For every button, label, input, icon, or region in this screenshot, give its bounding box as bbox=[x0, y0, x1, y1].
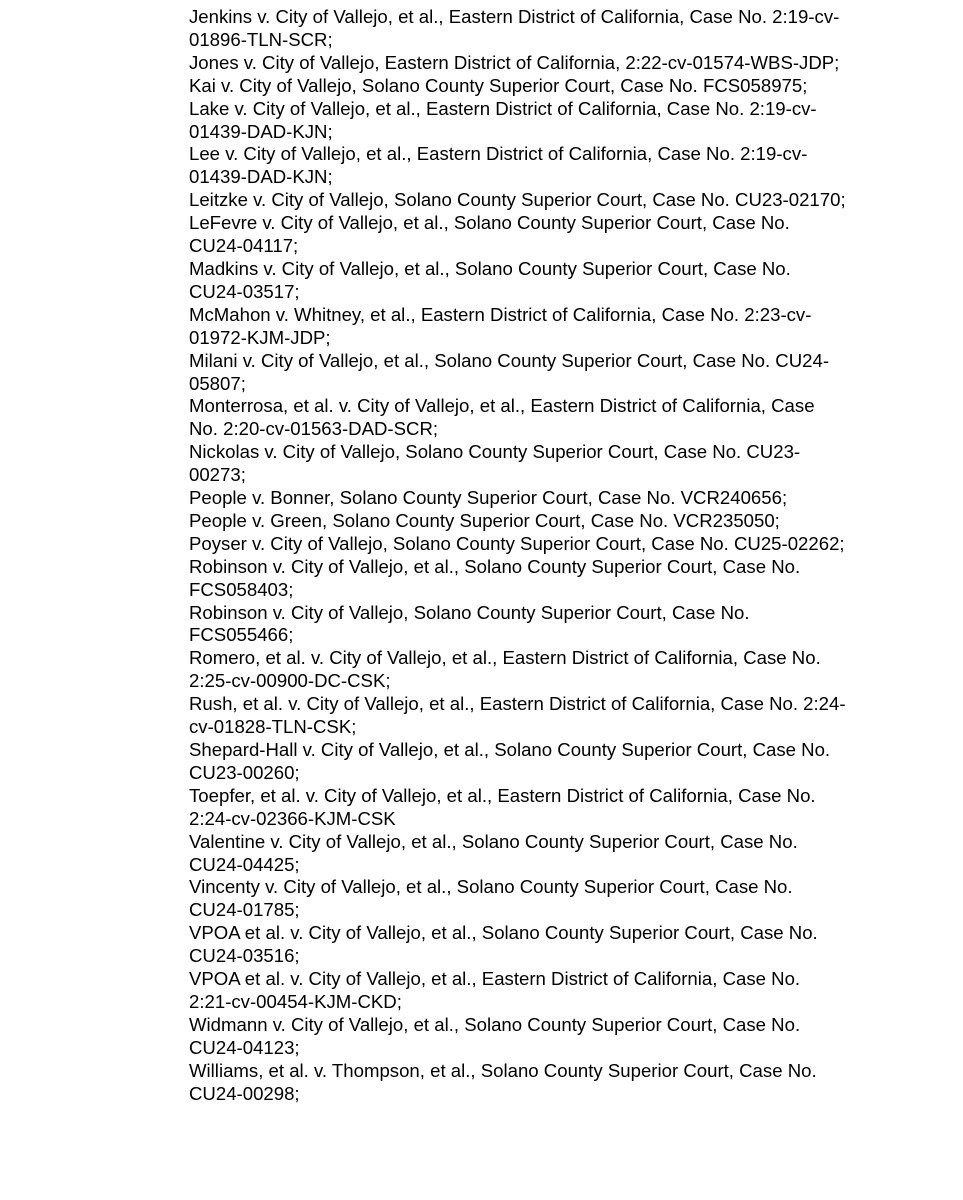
case-line: Nickolas v. City of Vallejo, Solano County Superior Court, Case No. CU23- bbox=[189, 441, 801, 463]
case-line: 2:25-cv-00900-DC-CSK; bbox=[189, 670, 391, 692]
case-line: cv-01828-TLN-CSK; bbox=[189, 716, 357, 738]
case-line: McMahon v. Whitney, et al., Eastern District of California, Case No. 2:23-cv- bbox=[189, 303, 812, 325]
case-line: Rush, et al. v. City of Vallejo, et al., Eastern District of California, Case No. 2:24- bbox=[189, 693, 846, 715]
case-line: Lee v. City of Vallejo, et al., Eastern District of California, Case No. 2:19-cv- bbox=[189, 143, 808, 165]
case-line: Romero, et al. v. City of Vallejo, et al., Eastern District of California, Case No. bbox=[189, 647, 821, 669]
case-line: Widmann v. City of Vallejo, et al., Solano County Superior Court, Case No. bbox=[189, 1013, 801, 1035]
case-line: FCS058403; bbox=[189, 578, 294, 600]
case-line: 01439-DAD-KJN; bbox=[189, 166, 333, 188]
case-line: CU24-03517; bbox=[189, 280, 300, 302]
case-line: 01896-TLN-SCR; bbox=[189, 28, 333, 50]
case-line: People v. Green, Solano County Superior Court, Case No. VCR235050; bbox=[189, 509, 780, 531]
case-line: LeFevre v. City of Vallejo, et al., Solano County Superior Court, Case No. bbox=[189, 212, 790, 234]
case-line: Poyser v. City of Vallejo, Solano County Superior Court, Case No. CU25-02262; bbox=[189, 532, 845, 554]
case-line: Williams, et al. v. Thompson, et al., Solano County Superior Court, Case No. bbox=[189, 1059, 817, 1081]
case-line: Jones v. City of Vallejo, Eastern District of California, 2:22-cv-01574-WBS-JDP; bbox=[189, 51, 840, 73]
case-line: Leitzke v. City of Vallejo, Solano County Superior Court, Case No. CU23-02170; bbox=[189, 189, 846, 211]
case-line: FCS055466; bbox=[189, 624, 294, 646]
case-line: People v. Bonner, Solano County Superior Court, Case No. VCR240656; bbox=[189, 487, 788, 509]
case-line: Kai v. City of Vallejo, Solano County Superior Court, Case No. FCS058975; bbox=[189, 74, 808, 96]
case-line: Shepard-Hall v. City of Vallejo, et al., Solano County Superior Court, Case No. bbox=[189, 739, 831, 760]
case-line: Lake v. City of Vallejo, et al., Eastern District of California, Case No. 2:19-cv- bbox=[189, 97, 817, 119]
case-line: Milani v. City of Vallejo, et al., Solano County Superior Court, Case No. CU24- bbox=[189, 349, 830, 371]
case-line: Toepfer, et al. v. City of Vallejo, et al., Eastern District of California, Case No. bbox=[189, 784, 816, 806]
case-citation-list bbox=[189, 6, 909, 1106]
case-line: CU24-01785; bbox=[189, 899, 300, 921]
case-line: Vincenty v. City of Vallejo, et al., Solano County Superior Court, Case No. bbox=[189, 876, 793, 898]
case-line: CU24-04123; bbox=[189, 1036, 300, 1058]
case-line: Madkins v. City of Vallejo, et al., Solano County Superior Court, Case No. bbox=[189, 257, 791, 279]
case-line: 01439-DAD-KJN; bbox=[189, 120, 333, 142]
case-line: Robinson v. City of Vallejo, Solano County Superior Court, Case No. bbox=[189, 601, 750, 623]
case-line: CU24-04425; bbox=[189, 853, 300, 875]
case-line: No. 2:20-cv-01563-DAD-SCR; bbox=[189, 418, 439, 440]
case-line: CU24-03516; bbox=[189, 945, 300, 967]
case-line: VPOA et al. v. City of Vallejo, et al., Solano County Superior Court, Case No. bbox=[189, 922, 818, 944]
case-line: 2:24-cv-02366-KJM-CSK bbox=[189, 807, 396, 829]
case-line: Monterrosa, et al. v. City of Vallejo, et al., Eastern District of California, Case bbox=[189, 395, 815, 417]
case-line: 2:21-cv-00454-KJM-CKD; bbox=[189, 990, 402, 1012]
case-line: Robinson v. City of Vallejo, et al., Solano County Superior Court, Case No. bbox=[189, 555, 801, 577]
case-line: 05807; bbox=[189, 372, 246, 394]
case-line: VPOA et al. v. City of Vallejo, et al., Eastern District of California, Case No. bbox=[189, 968, 801, 990]
case-line: 01972-KJM-JDP; bbox=[189, 326, 331, 348]
case-line: CU24-00298; bbox=[189, 1082, 300, 1104]
case-line: CU23-00260; bbox=[189, 761, 300, 783]
case-line: 00273; bbox=[189, 464, 246, 486]
case-line: Jenkins v. City of Vallejo, et al., Eastern District of California, Case No. 2:19-cv- bbox=[189, 6, 840, 27]
case-line: Valentine v. City of Vallejo, et al., Solano County Superior Court, Case No. bbox=[189, 830, 798, 852]
case-line: CU24-04117; bbox=[189, 235, 299, 257]
